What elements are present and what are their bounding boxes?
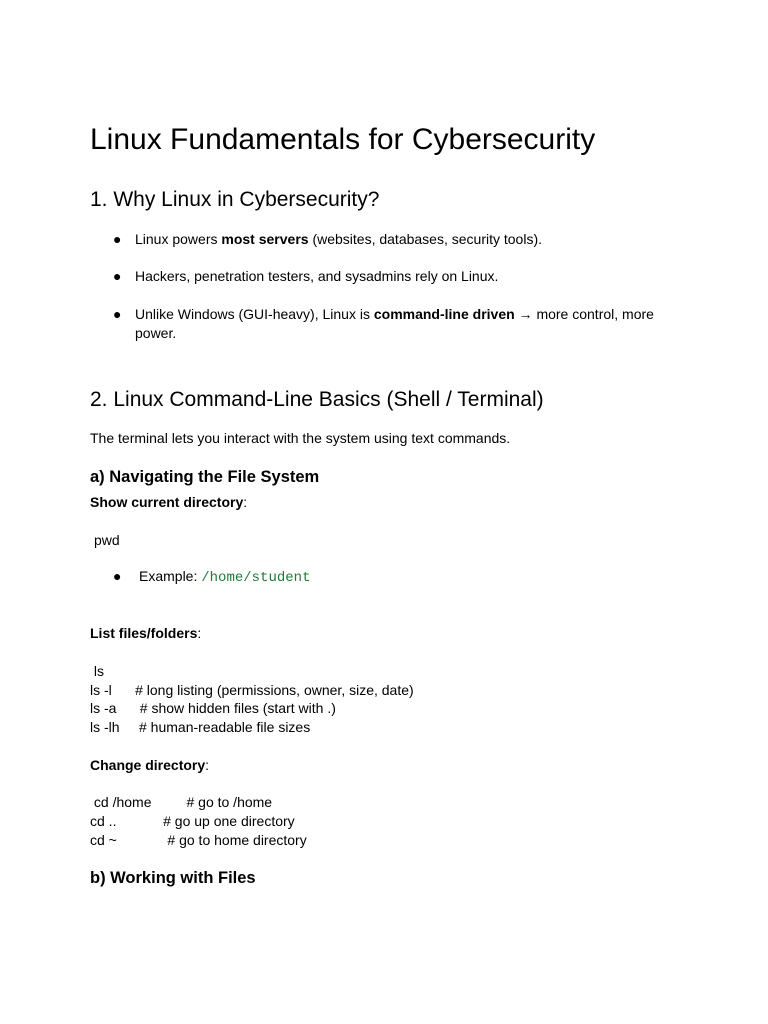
example-label: Example: xyxy=(139,568,202,584)
subsection-b-heading: b) Working with Files xyxy=(90,869,256,887)
example-item xyxy=(139,567,310,588)
label-colon: : xyxy=(205,757,210,773)
ls-command-line: ls xyxy=(90,663,104,679)
bullet-marker: ● xyxy=(113,268,122,284)
cd-command-line: cd .. # go up one directory xyxy=(90,813,295,829)
section-2-intro: The terminal lets you interact with the system using text commands. xyxy=(90,430,511,446)
bullet-marker: ● xyxy=(113,568,122,584)
show-directory-label xyxy=(90,493,247,512)
label-bold: Change directory xyxy=(90,757,206,773)
pwd-command: pwd xyxy=(94,532,120,548)
bullet-text-pre: Unlike Windows (GUI-heavy), Linux is xyxy=(135,306,374,322)
label-colon: : xyxy=(243,494,248,510)
bullet-item-command-line-cont: power. xyxy=(135,325,177,341)
bullet-marker: ● xyxy=(113,306,122,322)
list-files-label xyxy=(90,624,201,643)
bullet-item-hackers: Hackers, penetration testers, and sysadmins rely on Linux. xyxy=(135,268,499,284)
bullet-text-bold: most servers xyxy=(221,231,309,247)
bullet-text-pre: Linux powers xyxy=(135,231,222,247)
bullet-item-most-servers xyxy=(135,230,542,249)
subsection-a-heading: a) Navigating the File System xyxy=(90,468,320,486)
page-title: Linux Fundamentals for Cybersecurity xyxy=(90,123,596,156)
ls-command-line: ls -a # show hidden files (start with .) xyxy=(90,700,336,716)
bullet-marker: ● xyxy=(113,231,122,247)
label-bold: List files/folders xyxy=(90,625,198,641)
label-colon: : xyxy=(197,625,202,641)
section-2-heading: 2. Linux Command-Line Basics (Shell / Terminal) xyxy=(90,388,544,411)
bullet-text-post: (websites, databases, security tools). xyxy=(308,231,542,247)
cd-command-line: cd ~ # go to home directory xyxy=(90,832,307,848)
section-1-heading: 1. Why Linux in Cybersecurity? xyxy=(90,188,380,211)
label-bold: Show current directory xyxy=(90,494,244,510)
example-path-code: /home/student xyxy=(201,570,311,586)
change-directory-label xyxy=(90,756,209,775)
ls-command-line: ls -l # long listing (permissions, owner, size, date) xyxy=(90,682,414,698)
bullet-text-bold: command-line driven xyxy=(373,306,515,322)
ls-command-line: ls -lh # human-readable file sizes xyxy=(90,719,311,735)
bullet-text-post: → more control, more xyxy=(514,306,654,322)
cd-command-line: cd /home # go to /home xyxy=(90,794,273,810)
bullet-item-command-line xyxy=(135,305,654,324)
